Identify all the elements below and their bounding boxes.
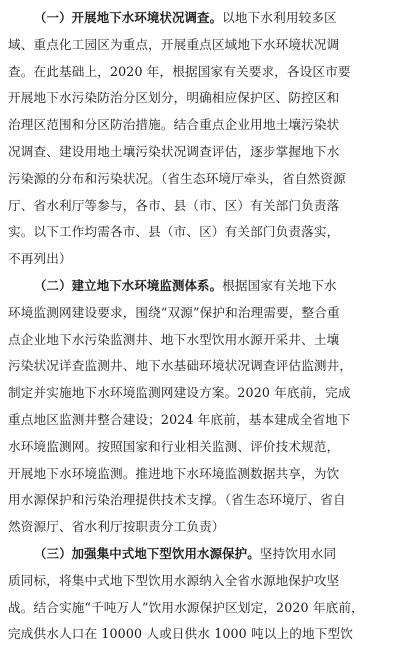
paragraph-text: 以地下水利用较多区: [222, 10, 337, 25]
paragraph-line: 开展地下水环境监测。推进地下水环境监测数据共享，为饮: [8, 465, 340, 481]
section-heading: （二）建立地下水环境监测体系。: [34, 277, 223, 293]
paragraph-line: 水环境监测网。按照国家和行业相关监测、评价技术规范，: [8, 438, 340, 454]
paragraph-line: 重点地区监测井整合建设；2024 年底前，基本建成全省地下: [8, 411, 351, 427]
section-heading: （一）开展地下水环境状况调查。: [34, 10, 223, 25]
paragraph-line: 环境监测网建设要求，围绕“双源”保护和治理需要，整合重: [8, 304, 340, 320]
paragraph-line: 域、重点化工园区为重点，开展重点区域地下水环境状况调: [8, 36, 340, 52]
paragraph-line: [8, 541, 398, 568]
paragraph-line: 战。结合实施“千吨万人”饮用水源保护区划定，2020 年底前，: [8, 599, 364, 615]
paragraph-line: [8, 273, 398, 300]
paragraph-text: 坚持饮用水同: [259, 545, 337, 561]
paragraph-line: 查。在此基础上，2020 年，根据国家有关要求，各设区市要: [8, 63, 351, 79]
paragraph-line: 不再列出）: [8, 251, 72, 267]
paragraph-line: 完成供水人口在 10000 人或日供水 1000 吨以上的地下型饮: [8, 626, 353, 642]
paragraph-text: 根据国家有关地下水: [222, 277, 337, 293]
paragraph-line: 制定并实施地下水环境监测网建设方案。2020 年底前，完成: [8, 385, 351, 401]
paragraph-line: [8, 5, 398, 32]
paragraph-line: 用水源保护和污染治理提供技术支撑。（省生态环境厅、省自: [8, 492, 346, 508]
paragraph-line: 点企业地下水污染监测井、地下水型饮用水源开采井、土壤: [8, 331, 340, 347]
paragraph-line: 厅、省水利厅等参与，各市、县（市、区）有关部门负责落: [8, 197, 340, 213]
paragraph-line: 污染状况详查监测井、地下水基础环境状况调查评估监测井，: [8, 358, 353, 374]
paragraph-line: 质同标，将集中式地下型饮用水源纳入全省水源地保护攻坚: [8, 572, 340, 588]
paragraph-line: 况调查、建设用地土壤污染状况调查评估，逐步掌握地下水: [8, 143, 340, 159]
paragraph-line: 实。以下工作均需各市、县（市、区）有关部门负责落实，: [8, 224, 340, 240]
paragraph-line: 开展地下水污染防治分区划分，明确相应保护区、防控区和: [8, 90, 340, 106]
section-heading: （三）加强集中式地下型饮用水源保护。: [34, 545, 260, 561]
paragraph-line: 污染源的分布和污染状况。（省生态环境厅牵头，省自然资源: [8, 170, 346, 186]
paragraph-line: 然资源厅、省水利厅按职责分工负责）: [8, 519, 225, 535]
paragraph-line: 治理区范围和分区防治措施。结合重点企业用地土壤污染状: [8, 117, 340, 133]
